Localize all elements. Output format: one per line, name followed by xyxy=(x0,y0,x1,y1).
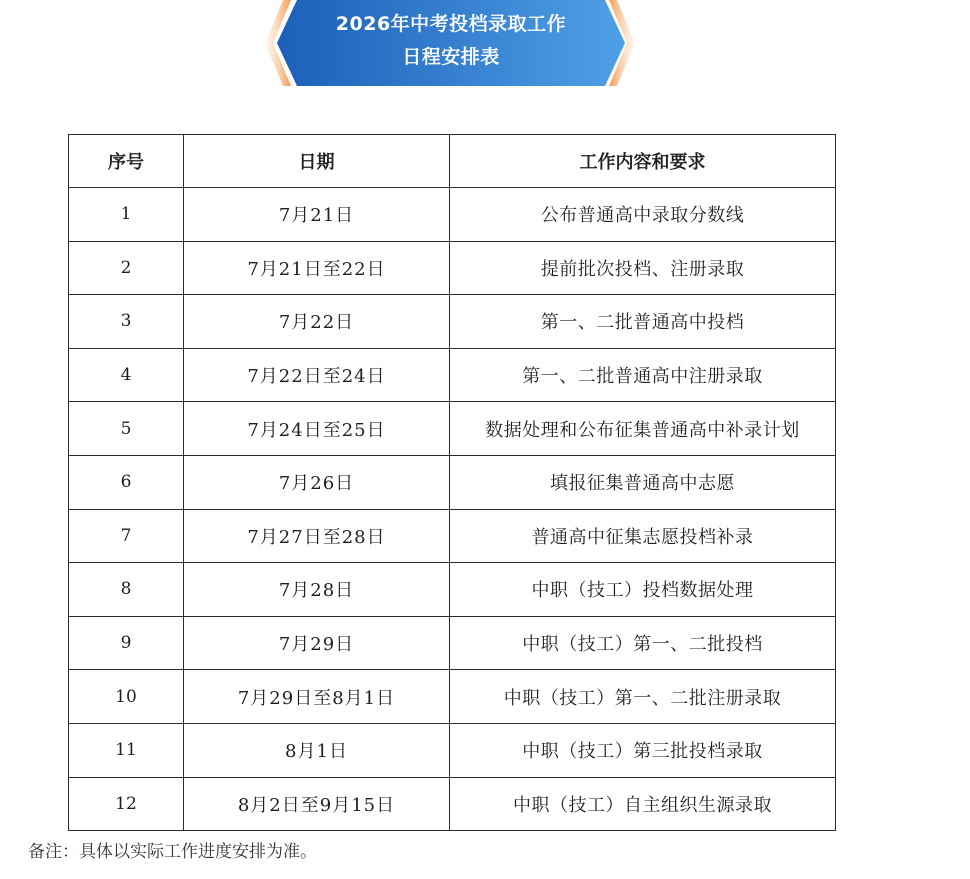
table-row xyxy=(69,241,836,295)
cell-no: 12 xyxy=(69,777,184,831)
cell-content: 提前批次投档、注册录取 xyxy=(450,241,836,295)
cell-no: 10 xyxy=(69,670,184,724)
header-content: 工作内容和要求 xyxy=(450,135,836,188)
header-no: 序号 xyxy=(69,135,184,188)
cell-content: 中职（技工）第一、二批注册录取 xyxy=(450,670,836,724)
banner-title-line2: 日程安排表 xyxy=(402,46,500,68)
cell-date: 7月28日 xyxy=(184,563,450,617)
cell-date: 7月29日至8月1日 xyxy=(184,670,450,724)
table-row xyxy=(69,402,836,456)
cell-no: 6 xyxy=(69,455,184,509)
cell-no: 11 xyxy=(69,723,184,777)
table-row xyxy=(69,616,836,670)
cell-content: 中职（技工）第一、二批投档 xyxy=(450,616,836,670)
cell-date: 7月27日至28日 xyxy=(184,509,450,563)
table-row xyxy=(69,670,836,724)
cell-no: 8 xyxy=(69,563,184,617)
cell-no: 2 xyxy=(69,241,184,295)
cell-no: 3 xyxy=(69,295,184,349)
cell-no: 5 xyxy=(69,402,184,456)
cell-content: 普通高中征集志愿投档补录 xyxy=(450,509,836,563)
cell-no: 4 xyxy=(69,348,184,402)
cell-date: 8月1日 xyxy=(184,723,450,777)
cell-content: 第一、二批普通高中投档 xyxy=(450,295,836,349)
table-header-row xyxy=(69,135,836,188)
cell-date: 7月26日 xyxy=(184,455,450,509)
cell-no: 7 xyxy=(69,509,184,563)
cell-content: 数据处理和公布征集普通高中补录计划 xyxy=(450,402,836,456)
banner-title-line1: 2026年中考投档录取工作 xyxy=(335,13,567,35)
title-banner xyxy=(255,0,647,86)
cell-date: 8月2日至9月15日 xyxy=(184,777,450,831)
table-row xyxy=(69,563,836,617)
table-row xyxy=(69,777,836,831)
cell-date: 7月24日至25日 xyxy=(184,402,450,456)
footnote: 备注：具体以实际工作进度安排为准。 xyxy=(28,842,317,862)
cell-content: 公布普通高中录取分数线 xyxy=(450,188,836,242)
table-row xyxy=(69,509,836,563)
cell-no: 1 xyxy=(69,188,184,242)
table-row xyxy=(69,723,836,777)
cell-content: 中职（技工）自主组织生源录取 xyxy=(450,777,836,831)
cell-date: 7月22日至24日 xyxy=(184,348,450,402)
cell-date: 7月21日至22日 xyxy=(184,241,450,295)
cell-content: 第一、二批普通高中注册录取 xyxy=(450,348,836,402)
cell-content: 中职（技工）投档数据处理 xyxy=(450,563,836,617)
table-row xyxy=(69,295,836,349)
cell-date: 7月22日 xyxy=(184,295,450,349)
table-row xyxy=(69,348,836,402)
cell-date: 7月29日 xyxy=(184,616,450,670)
cell-date: 7月21日 xyxy=(184,188,450,242)
table-row xyxy=(69,188,836,242)
schedule-table xyxy=(68,134,836,831)
header-date: 日期 xyxy=(184,135,450,188)
cell-content: 中职（技工）第三批投档录取 xyxy=(450,723,836,777)
cell-no: 9 xyxy=(69,616,184,670)
table-row xyxy=(69,455,836,509)
cell-content: 填报征集普通高中志愿 xyxy=(450,455,836,509)
